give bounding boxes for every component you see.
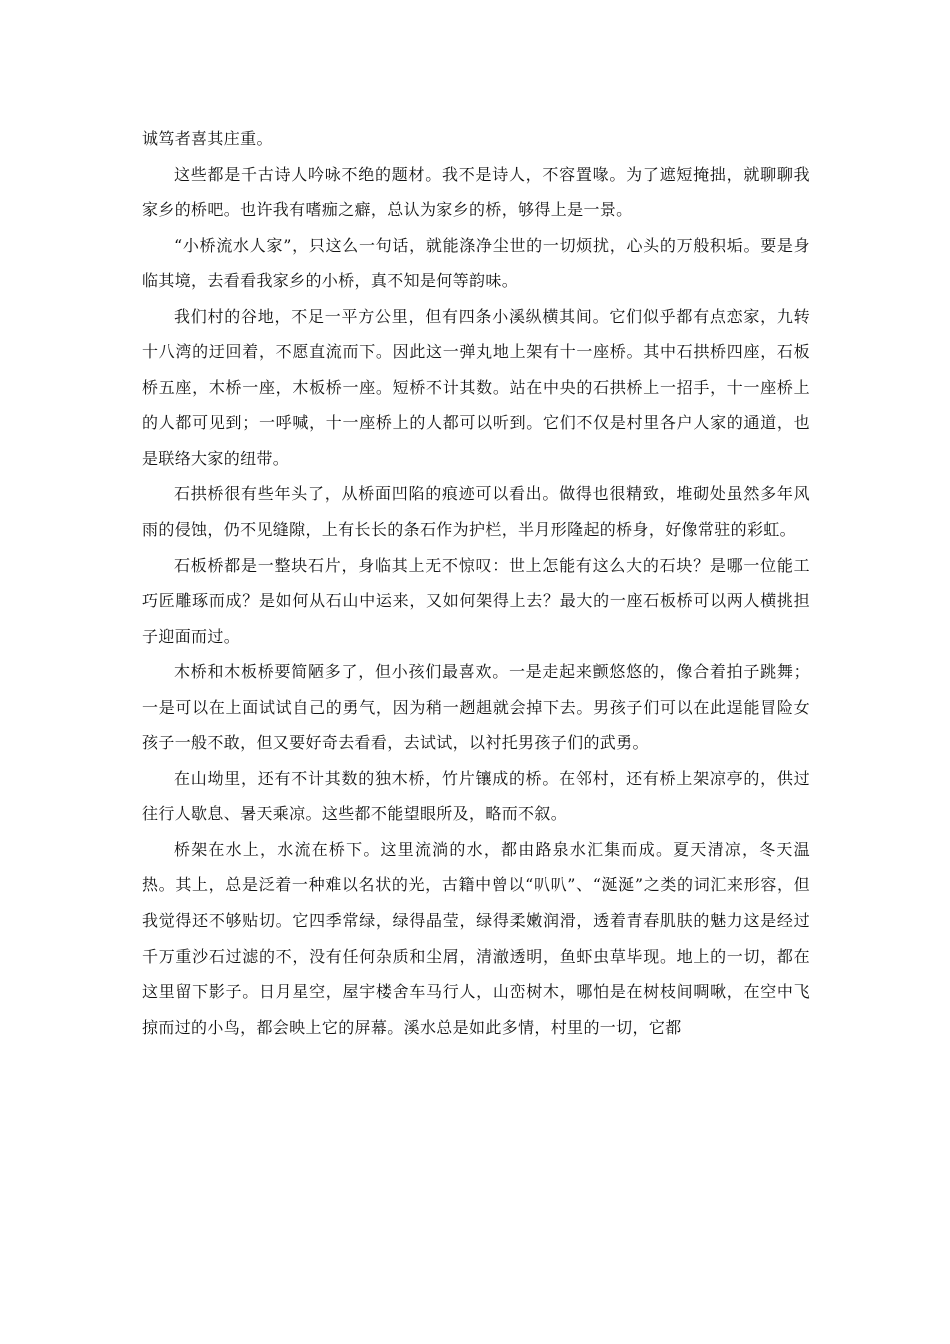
paragraph-log-bridge: 在山坳里，还有不计其数的独木桥，竹片镶成的桥。在邻村，还有桥上架凉亭的，供过往行人歇息、暑天乘凉。这些都不能望眼所及，略而不叙。: [142, 768, 810, 824]
paragraph-continuation: 诚笃者喜其庄重。: [142, 129, 273, 148]
paragraph-wooden-bridge: 木桥和木板桥要简陋多了，但小孩们最喜欢。一是走起来颤悠悠的，像合着拍子跳舞；一是可以在上面试试自己的勇气，因为稍一趔趄就会掉下去。男孩子们可以在此逞能冒险女孩子一般不敢，但又要好奇去看看，去试试，以衬托男孩子们的武勇。: [142, 662, 810, 753]
paragraph-small-bridge: “小桥流水人家”，只这么一句话，就能涤净尘世的一切烦扰，心头的万般积垢。要是身临其境，去看看我家乡的小桥，真不知是何等韵味。: [142, 235, 810, 291]
article-body: [142, 121, 810, 1045]
paragraph-village-valley: 我们村的谷地，不足一平方公里，但有四条小溪纵横其间。它们似乎都有点恋家，九转十八湾的迂回着，不愿直流而下。因此这一弹丸地上架有十一座桥。其中石拱桥四座，石板桥五座，木桥一座，木板桥一座。短桥不计其数。站在中央的石拱桥上一招手，十一座桥上的人都可见到；一呼喊，十一座桥上的人都可以听到。它们不仅是村里各户人家的通道，也是联络大家的纽带。: [142, 306, 810, 468]
paragraph-stone-arch-bridge: 石拱桥很有些年头了，从桥面凹陷的痕迹可以看出。做得也很精致，堆砌处虽然多年风雨的侵蚀，仍不见缝隙，上有长长的条石作为护栏，半月形隆起的桥身，好像常驻的彩虹。: [142, 484, 810, 540]
paragraph-poets: 这些都是千古诗人吟咏不绝的题材。我不是诗人，不容置喙。为了遮短掩拙，就聊聊我家乡的桥吧。也许我有嗜痂之癖，总认为家乡的桥，够得上是一景。: [142, 164, 810, 220]
paragraph-stone-slab-bridge: 石板桥都是一整块石片，身临其上无不惊叹：世上怎能有这么大的石块？是哪一位能工巧匠雕琢而成？是如何从石山中运来，又如何架得上去？最大的一座石板桥可以两人横挑担子迎面而过。: [142, 555, 810, 646]
paragraph-water-under-bridge: 桥架在水上，水流在桥下。这里流淌的水，都由路泉水汇集而成。夏天清凉，冬天温热。其上，总是泛着一种难以名状的光，古籍中曾以“叭叭”、“涎涎”之类的词汇来形容，但我觉得还不够贴切。它四季常绿，绿得晶莹，绿得柔嫩润滑，透着青春肌肤的魅力这是经过千万重沙石过滤的不，没有任何杂质和尘屑，清澈透明，鱼虾虫草毕现。地上的一切，都在这里留下影子。日月星空，屋宇楼舍车马行人，山峦树木，哪怕是在树枝间啁啾，在空中飞掠而过的小鸟，都会映上它的屏幕。溪水总是如此多情，村里的一切，它都: [142, 839, 810, 1037]
